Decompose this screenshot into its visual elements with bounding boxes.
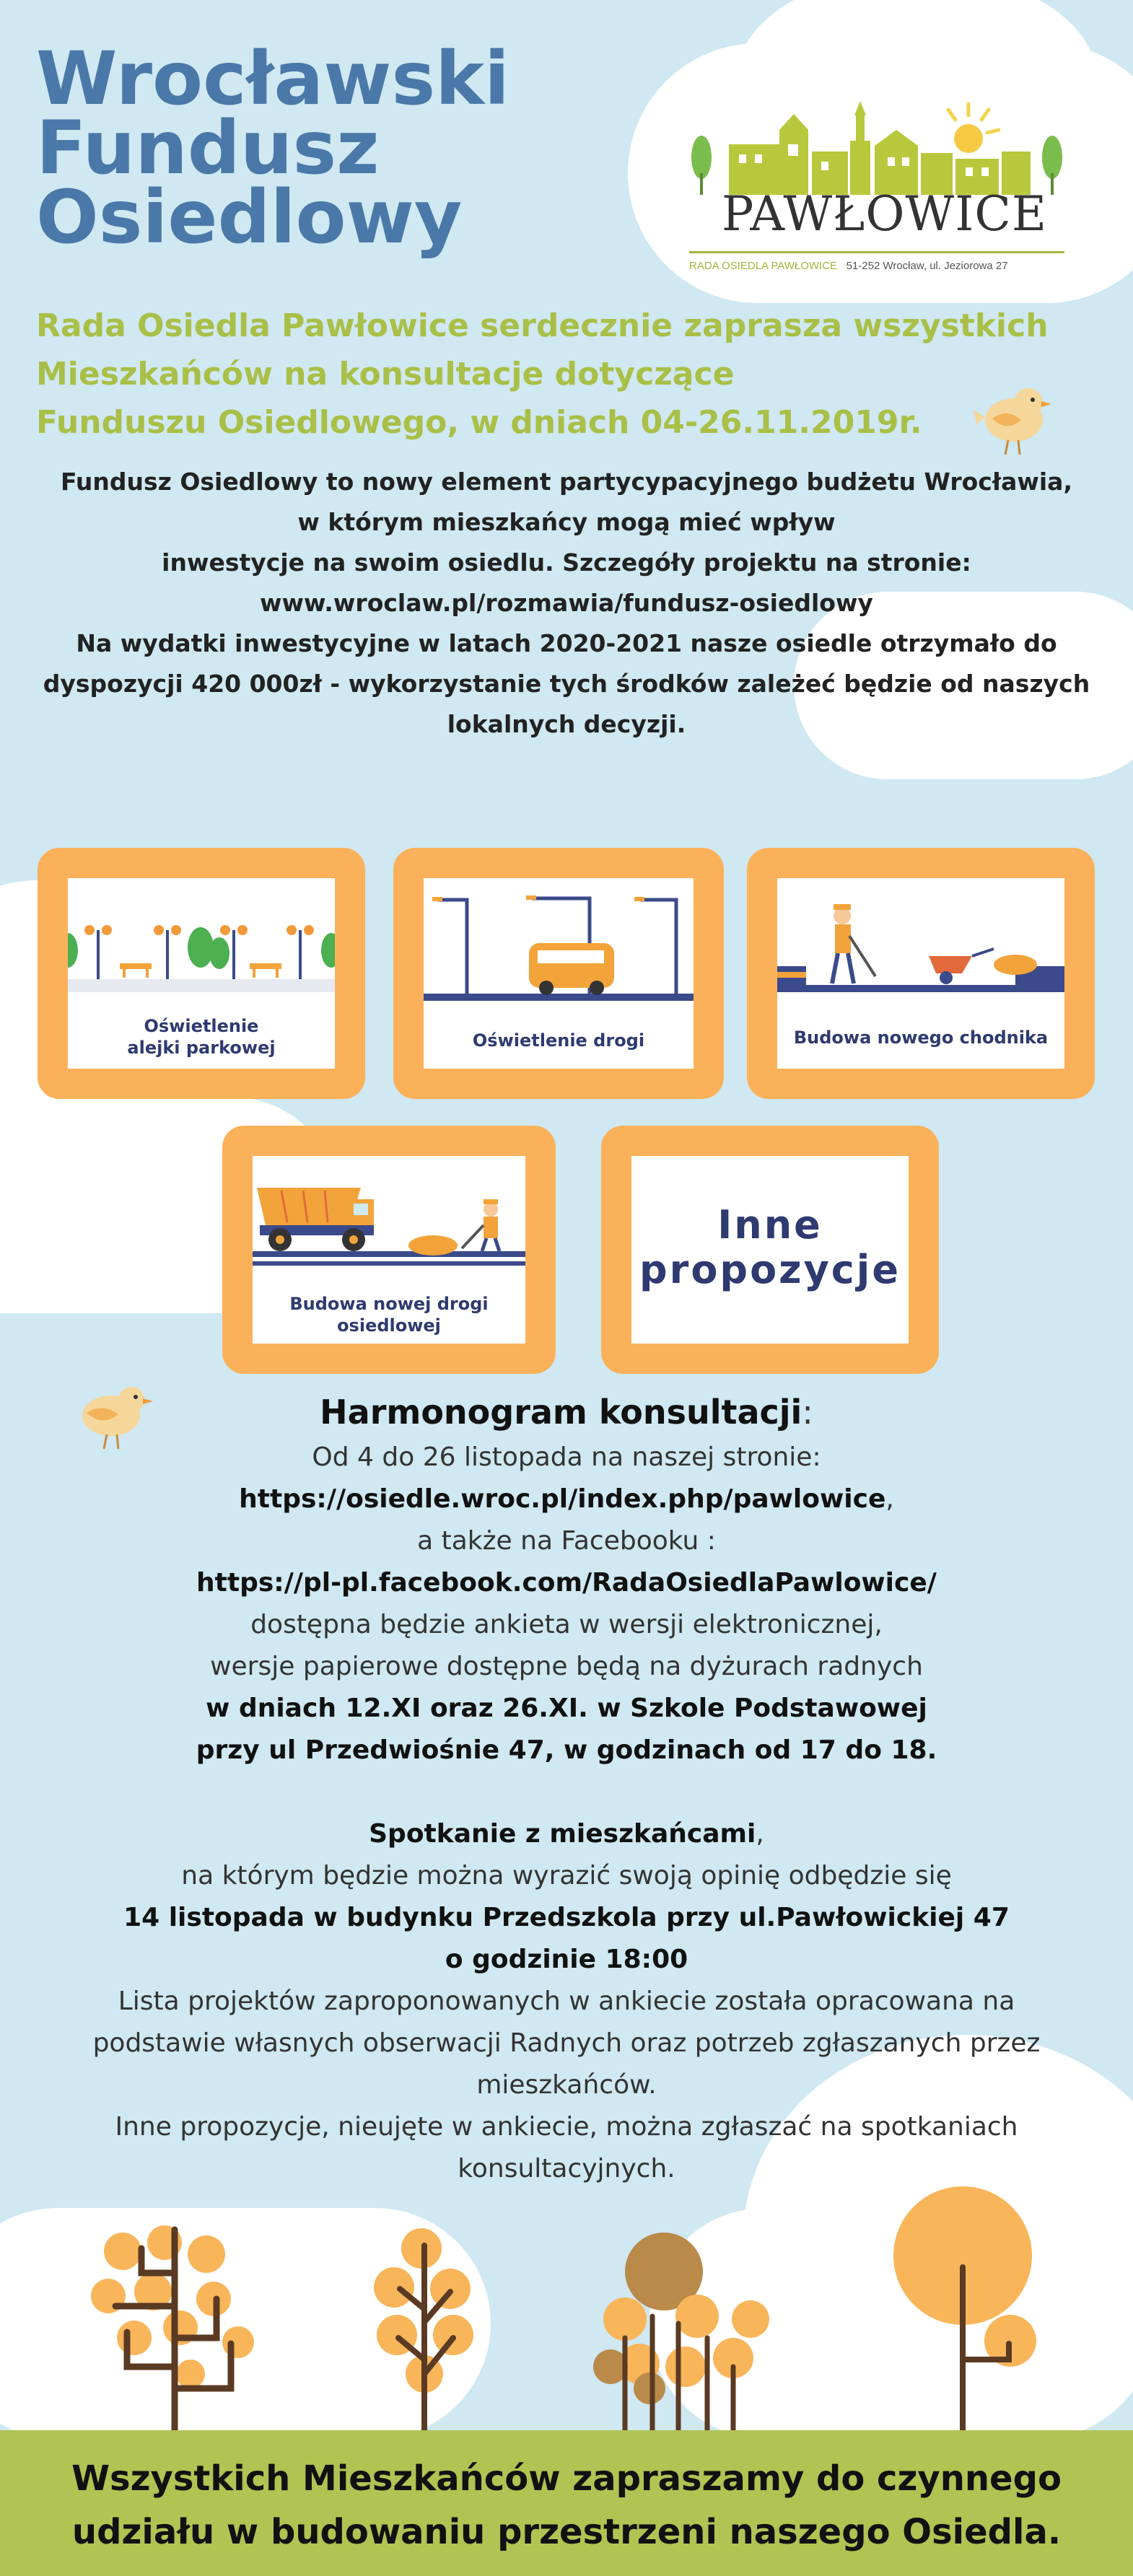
schedule-heading: Harmonogram konsultacji bbox=[320, 1393, 802, 1432]
intro-line: w którym mieszkańcy mogą mieć wpływ bbox=[297, 508, 836, 536]
title-line: Osiedlowy bbox=[36, 175, 463, 260]
note-line: podstawie własnych obserwacji Radnych oraz potrzeb zgłaszanych przez bbox=[92, 2028, 1041, 2058]
option-card-other bbox=[601, 1126, 939, 1374]
intro-line: inwestycje na swoim osiedlu. Szczegóły projektu na stronie: bbox=[162, 548, 971, 577]
meeting-heading-row bbox=[0, 1813, 1133, 1855]
intro-line: Na wydatki inwestycyjne w latach 2020-2021 nasze osiedle otrzymało do bbox=[76, 629, 1057, 657]
card-inner bbox=[777, 878, 1064, 1069]
option-label: Oświetlenie alejki parkowej bbox=[127, 1016, 276, 1058]
option-card-new-road bbox=[222, 1126, 556, 1374]
option-label: Oświetlenie drogi bbox=[472, 1030, 645, 1051]
option-card-sidewalk bbox=[747, 848, 1095, 1099]
consultation-schedule bbox=[0, 1391, 1133, 2190]
schedule-url-row bbox=[0, 1478, 1133, 1520]
logo-subtitle: RADA OSIEDLA PAWŁOWICE bbox=[689, 260, 838, 272]
intro-line: Fundusz Osiedlowy to nowy element partycypacyjnego budżetu Wrocławia, bbox=[61, 468, 1072, 496]
option-card-park-lighting bbox=[38, 848, 365, 1099]
footer-banner bbox=[0, 2430, 1133, 2576]
card-inner bbox=[68, 878, 335, 1069]
logo-address: 51-252 Wrocław, ul. Jeziorowa 27 bbox=[846, 260, 1008, 272]
invitation-line: Mieszkańców na konsultacje dotyczące bbox=[36, 356, 735, 393]
logo-name: PAWŁOWICE bbox=[722, 186, 1048, 242]
schedule-heading-row bbox=[0, 1391, 1133, 1437]
council-logo bbox=[686, 101, 1068, 281]
spacer bbox=[0, 1771, 1133, 1813]
page-title bbox=[36, 36, 509, 260]
schedule-line: a także na Facebooku : bbox=[417, 1526, 716, 1556]
footer-text bbox=[0, 2452, 1133, 2559]
note-line: mieszkańców. bbox=[476, 2070, 657, 2100]
meeting-line: 14 listopada w budynku Przedszkola przy ul.Pawłowickiej 47 bbox=[123, 1903, 1010, 1932]
schedule-line: dostępna będzie ankieta w wersji elektronicznej, bbox=[250, 1610, 883, 1639]
schedule-line: w dniach 12.XI oraz 26.XI. w Szkole Podstawowej bbox=[206, 1694, 927, 1723]
schedule-line: Od 4 do 26 listopada na naszej stronie: bbox=[312, 1442, 821, 1472]
invitation-text bbox=[36, 302, 1104, 447]
note-line: Lista projektów zaproponowanych w ankiecie została opracowana na bbox=[118, 1986, 1015, 2016]
footer-line: Wszystkich Mieszkańców zapraszamy do czynnego bbox=[71, 2458, 1062, 2499]
option-label: Budowa nowej drogi osiedlowej bbox=[289, 1294, 489, 1336]
intro-line: dyspozycji 420 000zł - wykorzystanie tych środków zależeć będzie od naszych bbox=[43, 670, 1090, 698]
logo-subtitle-row bbox=[689, 260, 1064, 272]
intro-line: lokalnych decyzji. bbox=[447, 710, 686, 738]
card-inner bbox=[253, 1156, 525, 1344]
intro-link[interactable]: www.wroclaw.pl/rozmawia/fundusz-osiedlowy bbox=[260, 589, 873, 617]
schedule-line: przy ul Przedwiośnie 47, w godzinach od 17 do 18. bbox=[196, 1735, 937, 1765]
tree-icon bbox=[374, 2228, 473, 2430]
trees-illustration bbox=[0, 2165, 1133, 2432]
bird-icon bbox=[971, 375, 1057, 462]
card-inner bbox=[424, 878, 694, 1069]
meeting-line: na którym będzie można wyrazić swoją opinię odbędzie się bbox=[181, 1861, 952, 1891]
card-inner bbox=[631, 1156, 909, 1344]
note-line: konsultacyjnych. bbox=[458, 2154, 675, 2183]
note-line: Inne propozycje, nieujęte w ankiecie, można zgłaszać na spotkaniach bbox=[115, 2112, 1018, 2142]
tree-icon bbox=[91, 2225, 254, 2430]
option-label-other: Inne propozycje bbox=[639, 1202, 901, 1292]
title-line: Fundusz bbox=[36, 105, 380, 191]
title-line: Wrocławski bbox=[36, 36, 509, 122]
schedule-url-comma: , bbox=[885, 1484, 894, 1514]
meeting-line: o godzinie 18:00 bbox=[445, 1945, 688, 1974]
facebook-link[interactable]: https://pl-pl.facebook.com/RadaOsiedlaPawlowice/ bbox=[196, 1568, 937, 1598]
schedule-heading-colon: : bbox=[802, 1393, 813, 1432]
meeting-heading-comma: , bbox=[756, 1819, 764, 1849]
estate-website-link[interactable]: https://osiedle.wroc.pl/index.php/pawlowice bbox=[239, 1484, 886, 1514]
invitation-line: Rada Osiedla Pawłowice serdecznie zaprasza wszystkich bbox=[36, 307, 1049, 344]
meeting-heading: Spotkanie z mieszkańcami bbox=[369, 1819, 756, 1849]
tree-icon bbox=[893, 2186, 1036, 2430]
footer-line: udziału w budowaniu przestrzeni naszego Osiedla. bbox=[71, 2512, 1062, 2552]
schedule-line: wersje papierowe dostępne będą na dyżurach radnych bbox=[210, 1652, 923, 1681]
tree-icon bbox=[593, 2233, 769, 2430]
logo-skyline-icon bbox=[686, 101, 1068, 195]
option-label: Budowa nowego chodnika bbox=[793, 1028, 1049, 1048]
invitation-line: Funduszu Osiedlowego, w dniach 04-26.11.2019r. bbox=[36, 404, 922, 441]
intro-paragraph bbox=[0, 462, 1133, 745]
option-card-road-lighting bbox=[393, 848, 724, 1099]
logo-divider bbox=[689, 251, 1064, 253]
